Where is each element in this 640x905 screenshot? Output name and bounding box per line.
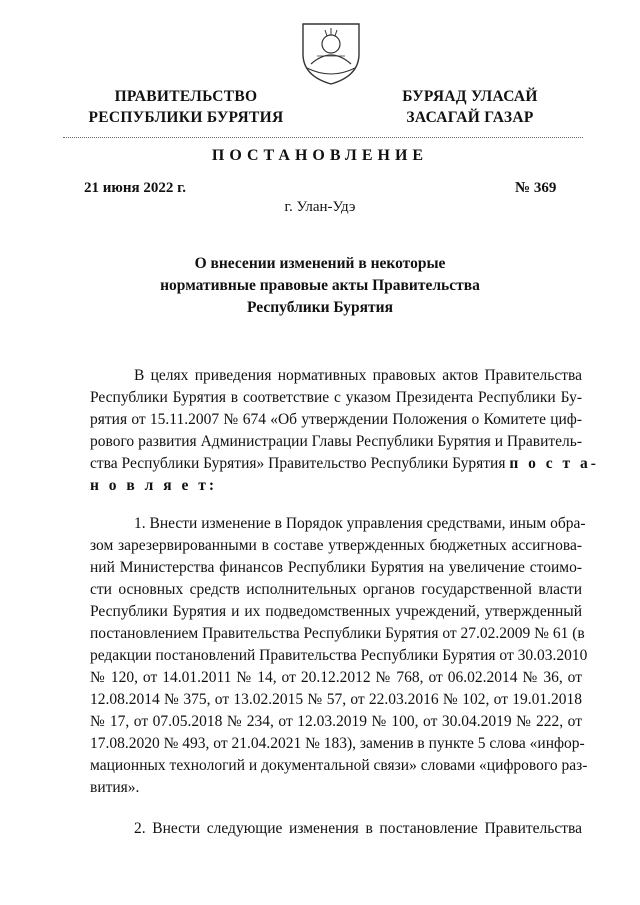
text-line: Республики Бурятия в соответствие с указом Президента Республики Бу- (90, 389, 582, 406)
header-left-line2: РЕСПУБЛИКИ БУРЯТИЯ (88, 109, 284, 126)
header-divider (63, 137, 583, 138)
text-line: постановлением Правительства Республики Бурятия от 27.02.2009 № 61 (в (90, 625, 585, 642)
title-line: нормативные правовые акты Правительства (160, 277, 480, 294)
text-line: Республики Бурятия и их подведомственных учреждений, утвержденный (90, 603, 582, 620)
text-line: вития». (90, 779, 140, 796)
text-line: 12.08.2014 № 375, от 13.02.2015 № 57, от 22.03.2016 № 102, от 19.01.2018 (90, 691, 582, 708)
text-line (90, 475, 582, 497)
document-date: 21 июня 2022 г. (84, 180, 186, 196)
document-number: № 369 (515, 180, 557, 196)
text-line: сти основных средств исполнительных органов государственной власти (90, 581, 582, 598)
text-line: редакции постановлений Правительства Республики Бурятия от 30.03.2010 (90, 647, 588, 664)
text-line: рового развития Администрации Главы Республики Бурятия и Правитель- (90, 433, 582, 450)
decree-word-part1: п о с т а- (509, 455, 599, 472)
coat-of-arms-icon (297, 16, 365, 86)
text-line: мационных технологий и документальной связи» словами «цифрового раз- (90, 757, 588, 774)
text-line: 2. Внести следующие изменения в постановление Правительства (134, 820, 582, 837)
document-city: г. Улан-Удэ (284, 199, 356, 215)
text-line: № 120, от 14.01.2011 № 14, от 20.12.2012 № 768, от 06.02.2014 № 36, от (90, 669, 582, 686)
text-line: 17.08.2020 № 493, от 21.04.2021 № 183), заменив в пункте 5 слова «инфор- (90, 735, 585, 752)
paragraph-item-1 (90, 513, 588, 799)
header-right (385, 86, 555, 128)
text-line: В целях приведения нормативных правовых актов Правительства (134, 367, 582, 384)
title-line: Республики Бурятия (247, 299, 393, 316)
header-right-line1: БУРЯАД УЛАСАЙ (402, 88, 538, 105)
text-line (90, 453, 599, 475)
header-left-line1: ПРАВИТЕЛЬСТВО (114, 88, 258, 105)
text-line: рятия от 15.11.2007 № 674 «Об утверждении Положения о Комитете циф- (90, 411, 582, 428)
text-line: ний Министерства финансов Республики Бурятия на увеличение стоимо- (90, 559, 582, 576)
paragraph-item-2 (90, 818, 582, 840)
document-title (140, 253, 500, 319)
title-line: О внесении изменений в некоторые (194, 255, 446, 272)
text-fragment: ства Республики Бурятия» Правительство Республики Бурятия (90, 455, 506, 472)
paragraph-preamble (90, 365, 599, 497)
document-type: ПОСТАНОВЛЕНИЕ (211, 147, 429, 164)
text-line: № 17, от 07.05.2018 № 234, от 12.03.2019 № 100, от 30.04.2019 № 222, от (90, 713, 582, 730)
header-right-line2: ЗАСАГАЙ ГАЗАР (406, 109, 534, 126)
header-left (86, 86, 286, 128)
decree-word-part2: н о в л я е т: (90, 477, 218, 494)
text-line: зом зарезервированными в составе утвержденных бюджетных ассигнова- (90, 537, 582, 554)
text-line: 1. Внести изменение в Порядок управления средствами, иным обра- (134, 515, 586, 532)
